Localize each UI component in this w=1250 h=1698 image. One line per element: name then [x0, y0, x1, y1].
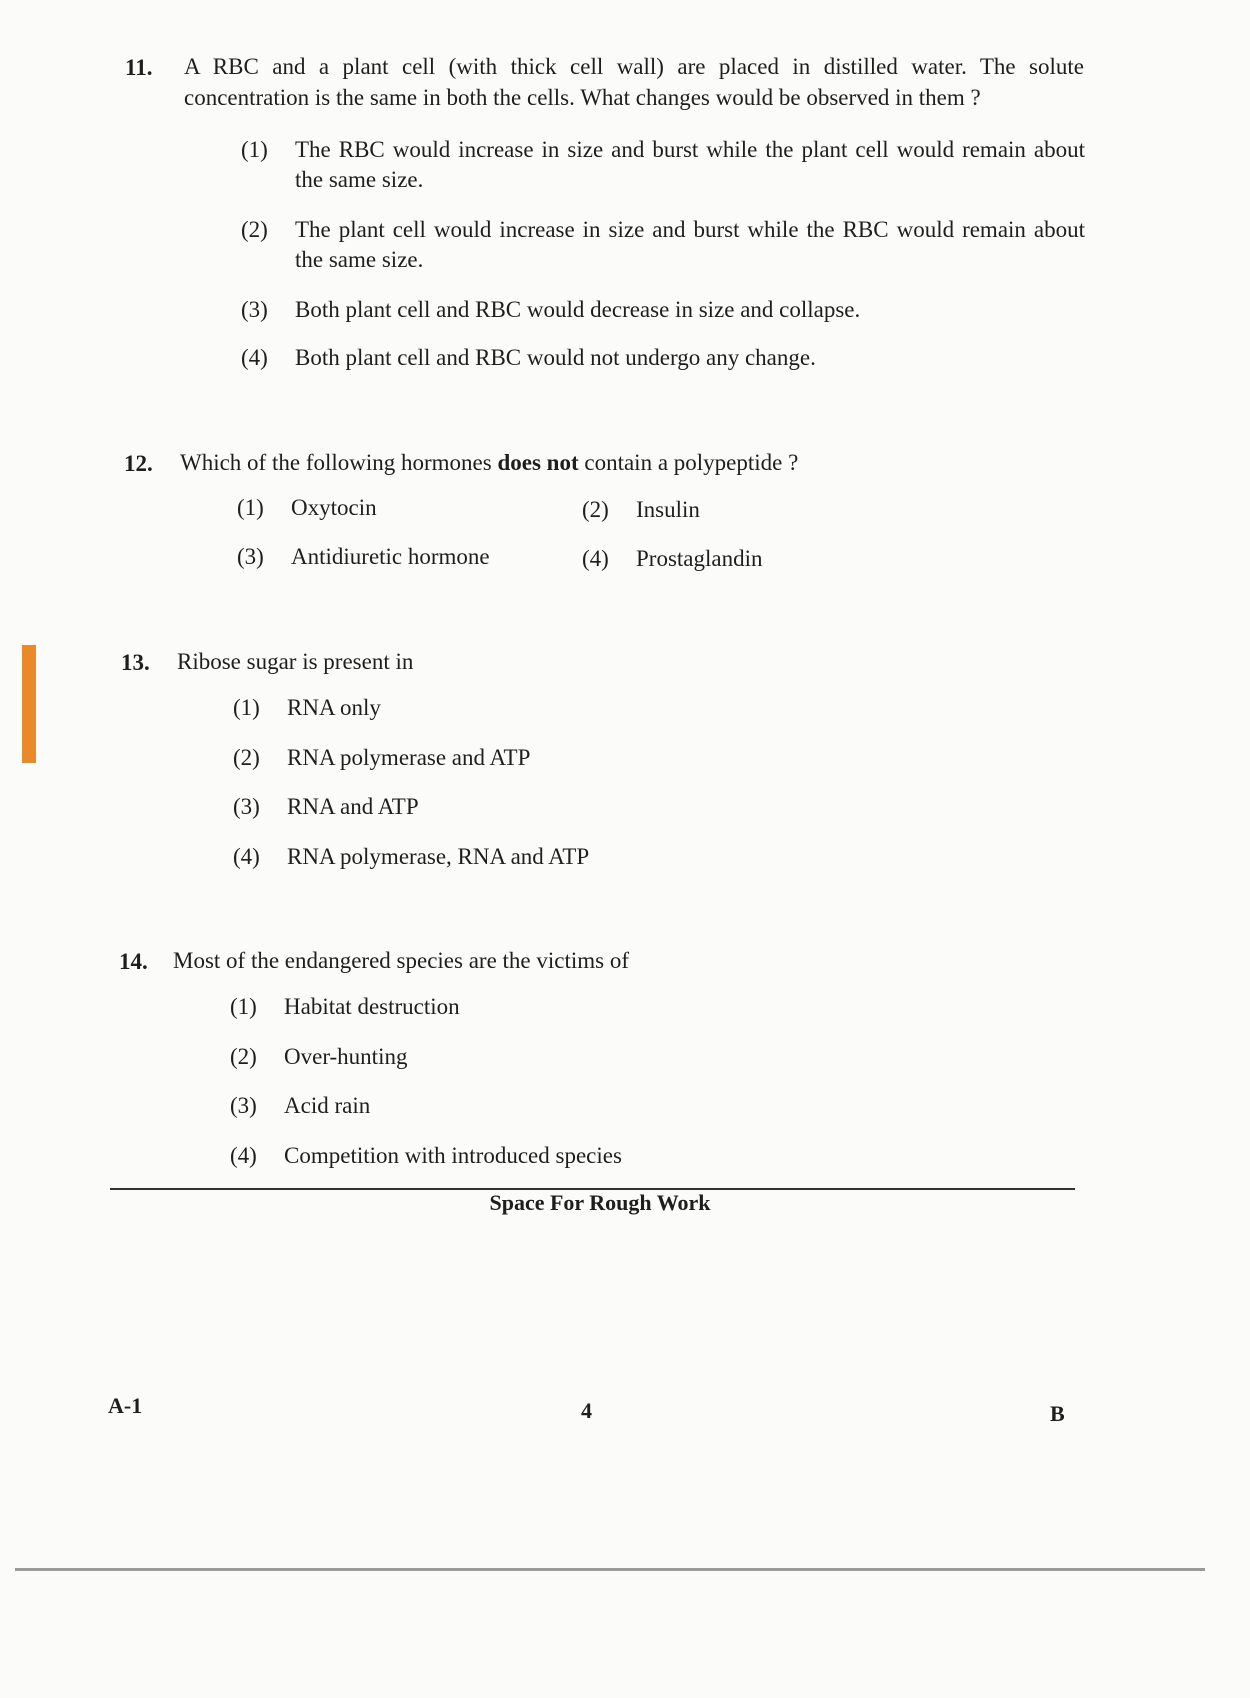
option-text: Acid rain	[284, 1093, 371, 1118]
option-text: The RBC would increase in size and burst while the plant cell would remain about the same size.	[295, 137, 1085, 192]
question-12	[124, 451, 1084, 581]
option-text: RNA and ATP	[287, 794, 419, 819]
option-text: Both plant cell and RBC would decrease in size and collapse.	[295, 297, 861, 322]
rough-work-label: Space For Rough Work	[489, 1190, 711, 1215]
option-text: Over-hunting	[284, 1044, 408, 1069]
question-number: 12.	[124, 451, 153, 476]
option-text: Prostaglandin	[636, 546, 763, 571]
option-number: (4)	[241, 345, 268, 370]
edge-highlight-mark	[22, 645, 36, 763]
option-text: RNA only	[287, 695, 381, 720]
question-number: 11.	[125, 55, 153, 80]
option-text: RNA polymerase, RNA and ATP	[287, 844, 590, 869]
question-number: 14.	[119, 949, 148, 974]
scan-bottom-line	[15, 1568, 1205, 1571]
option-text: Habitat destruction	[284, 994, 460, 1019]
question-13	[121, 650, 1081, 870]
option-number: (1)	[233, 695, 260, 720]
option-number: (1)	[241, 137, 268, 162]
footer-series: B	[1050, 1401, 1065, 1426]
question-14	[119, 949, 1079, 1169]
option-text: Insulin	[636, 497, 700, 522]
option-number: (2)	[230, 1044, 257, 1069]
option-text: Oxytocin	[291, 495, 377, 520]
option-number: (3)	[233, 794, 260, 819]
option-number: (3)	[230, 1093, 257, 1118]
question-text: Most of the endangered species are the victims of	[173, 948, 630, 973]
option-number: (2)	[241, 217, 268, 242]
option-text: The plant cell would increase in size and burst while the RBC would remain about the same size.	[295, 217, 1085, 272]
option-number: (2)	[233, 745, 260, 770]
option-number: (2)	[582, 497, 609, 522]
question-text: A RBC and a plant cell (with thick cell wall) are placed in distilled water. The solute concentration is the same in both the cells. What changes would be observed in them ?	[184, 54, 1084, 110]
option-text: Antidiuretic hormone	[291, 544, 490, 569]
option-text: RNA polymerase and ATP	[287, 745, 531, 770]
question-number: 13.	[121, 650, 150, 675]
footer-page-number: 4	[581, 1398, 592, 1423]
footer-booklet-code: A-1	[108, 1393, 143, 1418]
option-number: (4)	[230, 1143, 257, 1168]
question-text: Ribose sugar is present in	[177, 649, 414, 674]
question-text: Which of the following hormones does not contain a polypeptide ?	[180, 450, 799, 475]
option-text: Both plant cell and RBC would not undergo any change.	[295, 345, 816, 370]
option-number: (4)	[582, 546, 609, 571]
question-11	[125, 55, 1085, 375]
option-number: (1)	[230, 994, 257, 1019]
option-text: Competition with introduced species	[284, 1143, 622, 1168]
option-number: (1)	[237, 495, 264, 520]
option-number: (3)	[241, 297, 268, 322]
option-number: (3)	[237, 544, 264, 569]
option-number: (4)	[233, 844, 260, 869]
emphasis-text: does not	[497, 450, 579, 475]
